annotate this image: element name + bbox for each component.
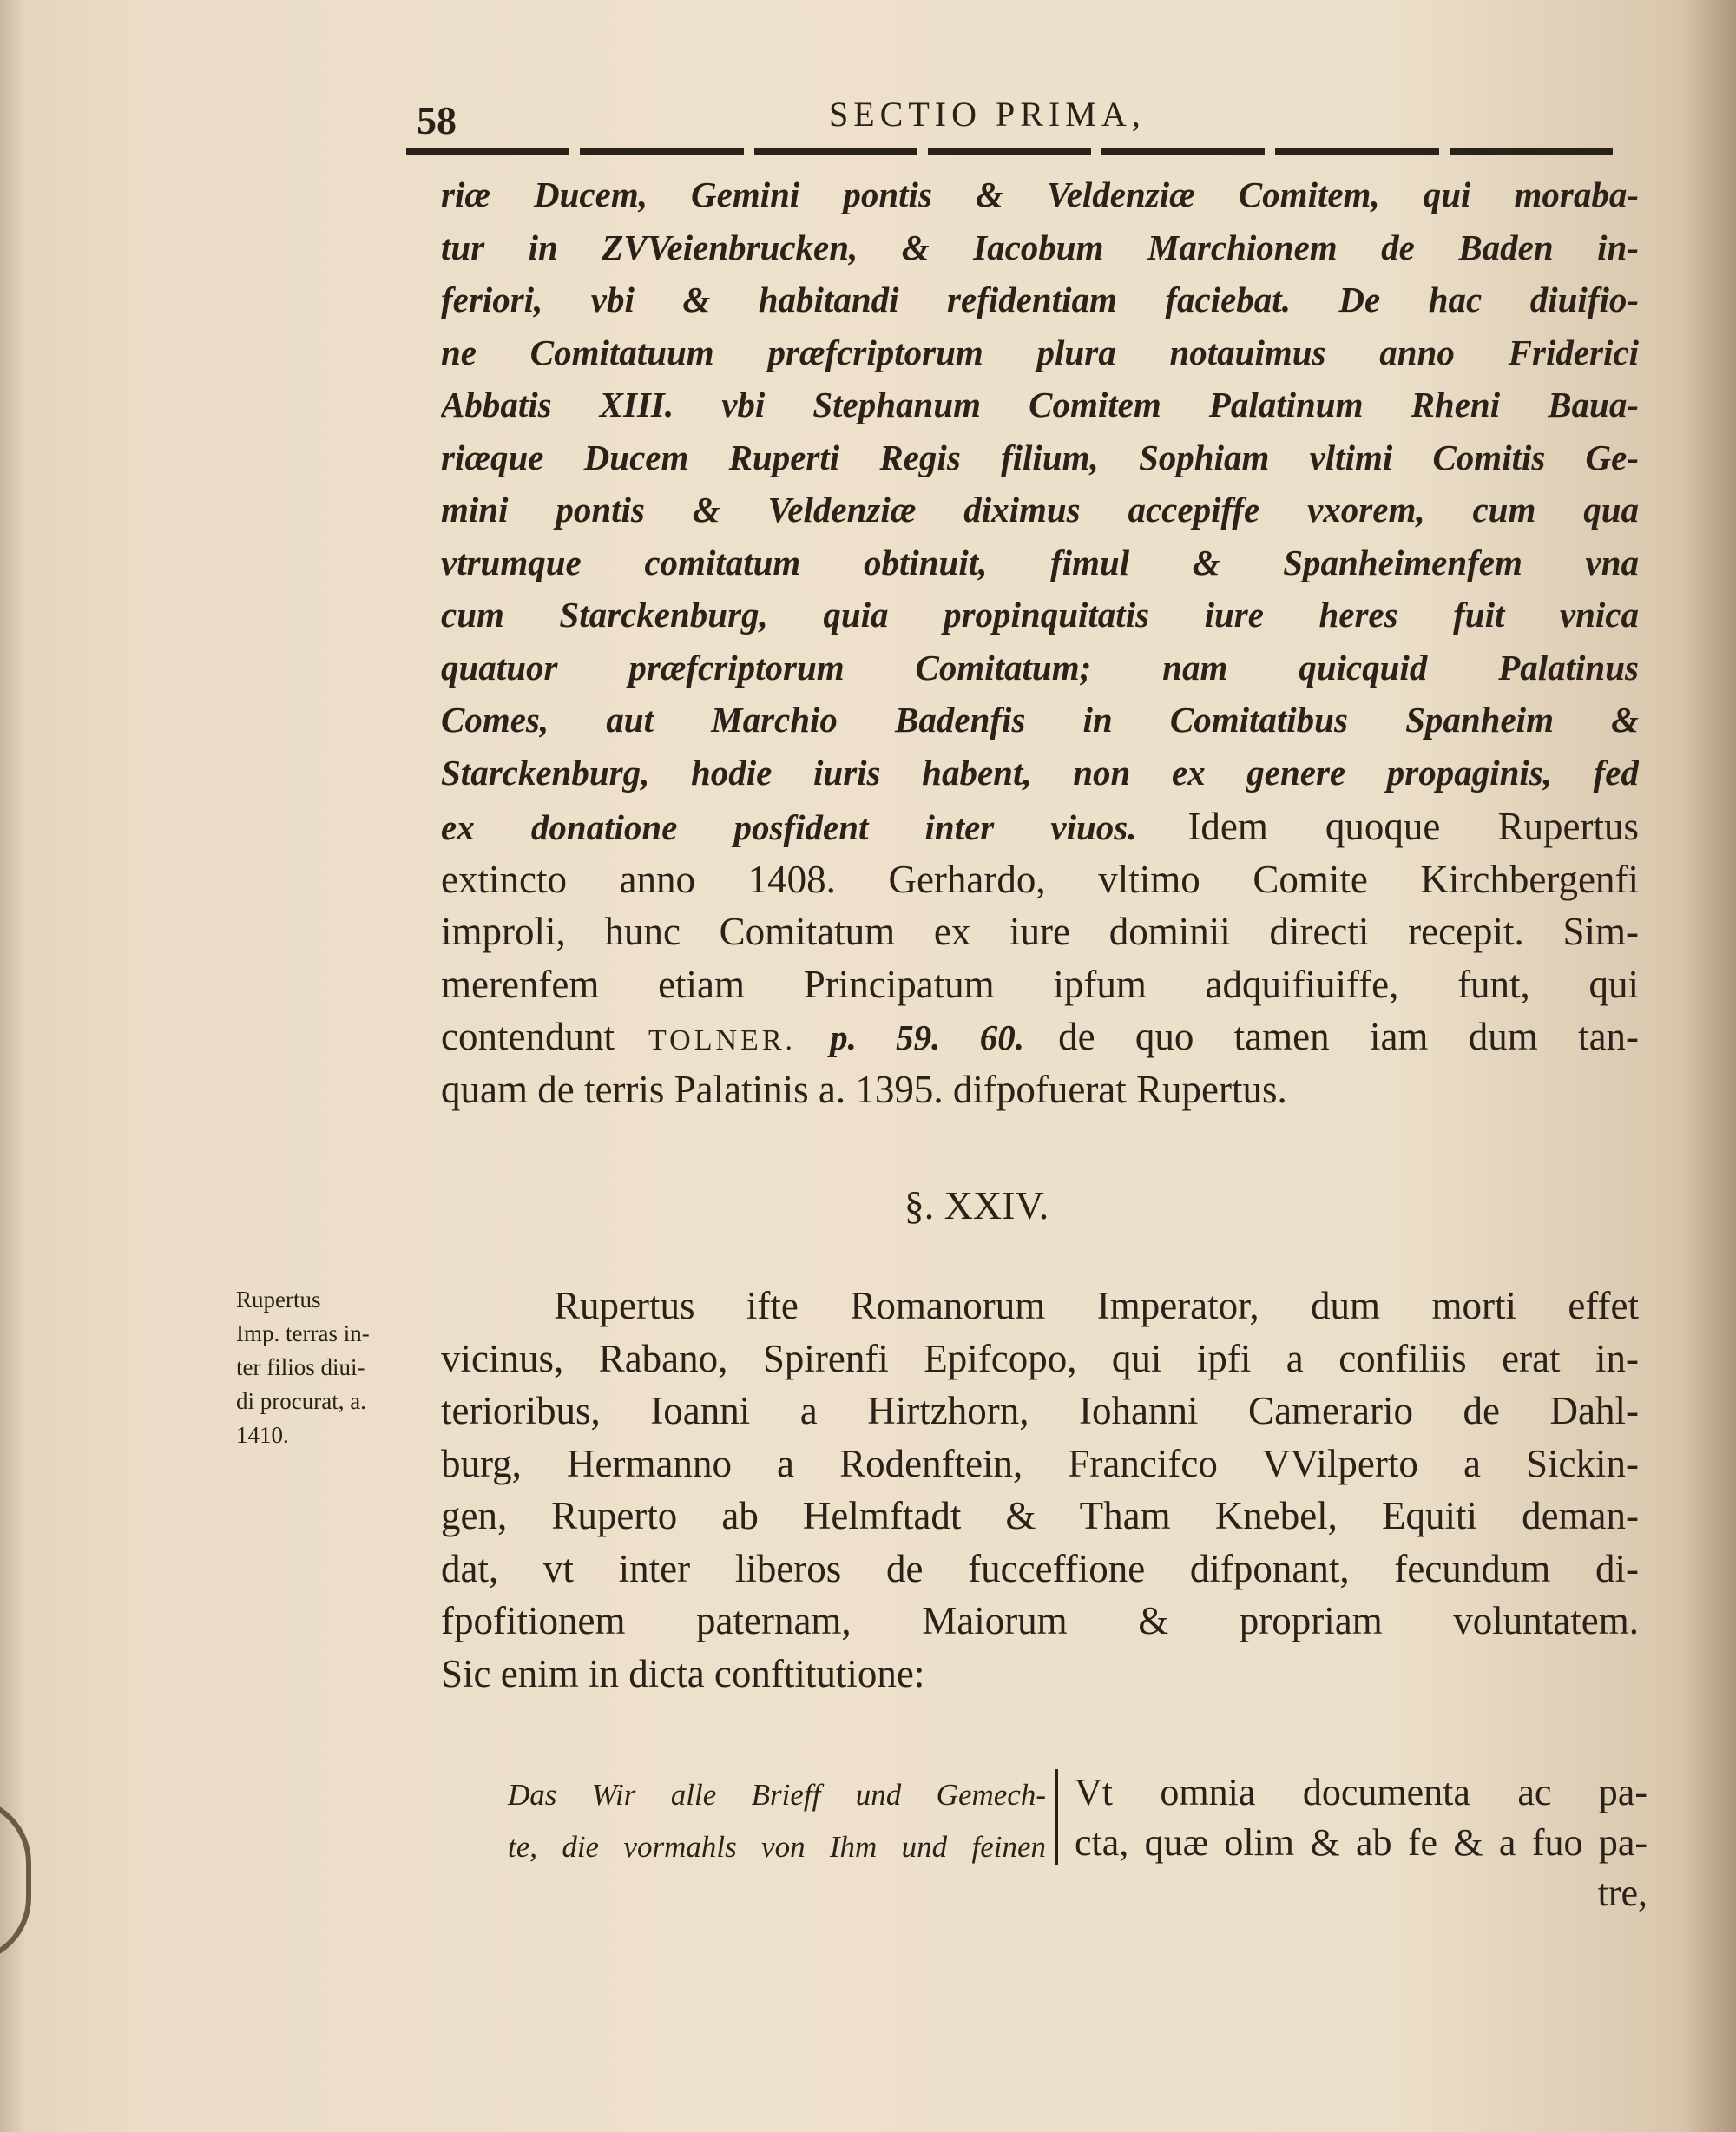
- marginal-note: [236, 1283, 444, 1452]
- text-run: fpofitionem paternam, Maiorum & propriam voluntatem.: [441, 1599, 1639, 1642]
- text-line: [441, 332, 1639, 373]
- latin-line: tre,: [1597, 1872, 1647, 1914]
- text-line: [441, 647, 1639, 688]
- text-run: Idem quoque Rupertus: [1187, 805, 1639, 848]
- text-line: [441, 752, 1639, 793]
- text-run: terioribus, Ioanni a Hirtzhorn, Iohanni Camerario de Dahl-: [441, 1389, 1639, 1432]
- text-line: [441, 1441, 1639, 1486]
- rule-segment: [580, 148, 743, 155]
- text-run: improli, hunc Comitatum ex iure dominii directi recepit. Sim-: [441, 910, 1639, 953]
- text-run: contendunt: [441, 1015, 615, 1058]
- header-rule: [406, 148, 1613, 155]
- text-run: extincto anno 1408. Gerhardo, vltimo Comite Kirchbergenfi: [441, 857, 1639, 901]
- binding-ring: [0, 1797, 31, 1964]
- text-line: [441, 1283, 1639, 1328]
- text-run: gen, Ruperto ab Helmftadt & Tham Knebel, Equiti deman-: [441, 1494, 1639, 1537]
- text-line: [441, 489, 1639, 530]
- text-line: [441, 542, 1639, 583]
- text-line: [441, 909, 1639, 954]
- running-head: SECTIO PRIMA,: [829, 95, 1146, 134]
- text-line: [441, 699, 1639, 740]
- rule-segment: [1275, 148, 1438, 155]
- text-run: Sic enim in dicta conftitutione:: [441, 1651, 925, 1695]
- latin-line: cta, quæ olim & ab fe & a fuo pa-: [1075, 1821, 1647, 1864]
- text-line: [441, 1014, 1639, 1059]
- text-run: burg, Hermanno a Rodenftein, Francifco VVilperto a Sickin-: [441, 1441, 1639, 1485]
- text-line: [441, 384, 1639, 425]
- text-run: cum Starckenburg, quia propinquitatis iure heres fuit vnica: [441, 595, 1639, 635]
- text-run: ex donatione posfident inter viuos.: [441, 807, 1137, 847]
- text-run: dat, vt inter liberos de fucceffione difponant, fecundum di-: [441, 1546, 1639, 1590]
- page-number: 58: [417, 98, 457, 142]
- text-run: vicinus, Rabano, Spirenfi Epifcopo, qui ipfi a confiliis erat in-: [441, 1336, 1639, 1380]
- text-run: Comes, aut Marchio Badenfis in Comitatibus Spanheim &: [441, 700, 1639, 740]
- text-run: ne Comitatuum præfcriptorum plura notauimus anno Friderici: [441, 332, 1639, 372]
- section-heading: §. XXIV.: [904, 1183, 1049, 1227]
- author-name: TOLNER.: [648, 1024, 797, 1056]
- text-run: riæ Ducem, Gemini pontis & Veldenziæ Comitem, qui moraba-: [441, 174, 1639, 214]
- rule-segment: [1450, 148, 1613, 155]
- text-line: [441, 279, 1639, 320]
- text-run: quatuor præfcriptorum Comitatum; nam quicquid Palatinus: [441, 647, 1639, 688]
- rule-segment: [406, 148, 569, 155]
- text-line: [441, 227, 1639, 268]
- marginal-note-line: ter filios diui-: [236, 1354, 365, 1380]
- text-run: Rupertus ifte Romanorum Imperator, dum morti effet: [554, 1284, 1639, 1327]
- text-run: Starckenburg, hodie iuris habent, non ex genere propaginis, fed: [441, 752, 1639, 793]
- text-line: [441, 437, 1639, 478]
- text-run: quam de terris Palatinis a. 1395. difpofuerat Rupertus.: [441, 1067, 1287, 1111]
- marginal-note-line: Imp. terras in-: [236, 1320, 370, 1346]
- marginal-note-line: di procurat, a.: [236, 1388, 366, 1414]
- text-run: de quo tamen iam dum tan-: [1058, 1015, 1639, 1058]
- text-line: [441, 1388, 1639, 1433]
- text-run: tur in ZVVeienbrucken, & Iacobum Marchionem de Baden in-: [441, 227, 1639, 267]
- rule-segment: [754, 148, 917, 155]
- latin-line: Vt omnia documenta ac pa-: [1075, 1771, 1647, 1813]
- text-run: mini pontis & Veldenziæ diximus accepiffe vxorem, cum qua: [441, 490, 1639, 530]
- text-line: [441, 174, 1639, 215]
- german-column: [508, 1769, 1046, 1873]
- text-line: [441, 804, 1639, 849]
- text-line: [441, 594, 1639, 635]
- text-line: [441, 962, 1639, 1007]
- german-line: te, die vormahls von Ihm und feinen: [508, 1830, 1046, 1864]
- text-line: [441, 1546, 1639, 1591]
- page-reference: p. 59. 60.: [830, 1017, 1024, 1057]
- text-line: [441, 1336, 1639, 1381]
- german-line: Das Wir alle Brieff und Gemech-: [508, 1778, 1046, 1812]
- text-run: vtrumque comitatum obtinuit, fimul & Spanheimenfem vna: [441, 542, 1639, 582]
- text-run: riæque Ducem Ruperti Regis filium, Sophiam vltimi Comitis Ge-: [441, 437, 1639, 477]
- latin-column: [1075, 1767, 1647, 1918]
- text-run: feriori, vbi & habitandi refidentiam faciebat. De hac diuifio-: [441, 280, 1639, 319]
- page-edge-shadow: [1684, 0, 1736, 2132]
- marginal-note-line: Rupertus: [236, 1286, 321, 1313]
- rule-segment: [928, 148, 1091, 155]
- column-divider: [1055, 1769, 1058, 1865]
- text-line: [441, 1651, 1639, 1696]
- marginal-note-line: 1410.: [236, 1422, 289, 1448]
- text-run: Abbatis XIII. vbi Stephanum Comitem Palatinum Rheni Baua-: [441, 385, 1639, 424]
- rule-segment: [1101, 148, 1265, 155]
- text-line: [441, 1067, 1639, 1112]
- text-line: [441, 1493, 1639, 1538]
- text-run: merenfem etiam Principatum ipfum adquifiuiffe, funt, qui: [441, 962, 1639, 1006]
- text-line: [441, 857, 1639, 902]
- text-line: [441, 1598, 1639, 1643]
